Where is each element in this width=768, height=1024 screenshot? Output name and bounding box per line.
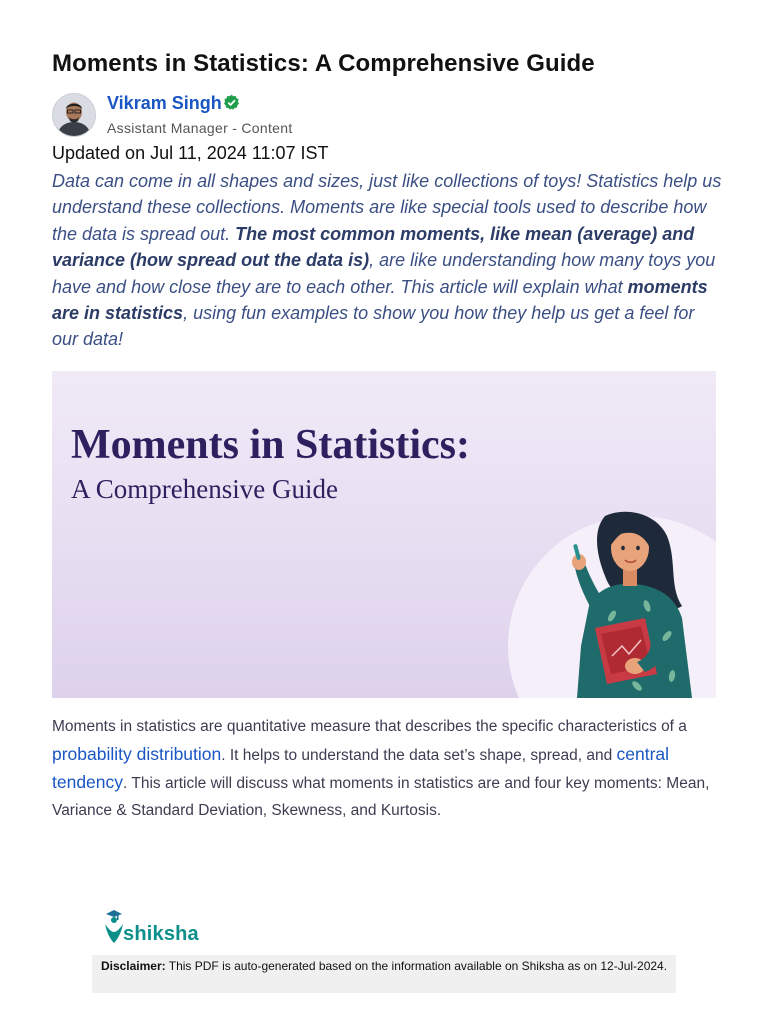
intro-bold-1: The most common moments, like mean (average) and variance (how spread out the data is) (52, 223, 695, 271)
intro-text-3: , using fun examples to show you how they help us get a feel for our data! (52, 303, 695, 350)
woman-with-book-illustration (517, 506, 716, 698)
banner-subtitle: A Comprehensive Guide (71, 474, 338, 504)
probability-distribution-link[interactable]: probability distribution (52, 743, 222, 764)
author-avatar[interactable] (52, 93, 96, 137)
verified-badge-icon (223, 94, 240, 116)
disclaimer-label: Disclaimer: (100, 959, 166, 973)
author-name-link[interactable] (107, 93, 240, 116)
disclaimer-text: This PDF is auto-generated based on the information available on Shiksha as on 12-Jul-2024. (165, 959, 668, 973)
banner-title: Moments in Statistics: (71, 422, 470, 468)
intro-text-1: Data can come in all shapes and sizes, just like collections of toys! Statistics help us understand these collections. Moments are like special tools used to describe how the data is spread out. (52, 171, 722, 244)
body-paragraph (52, 714, 722, 824)
intro-bold-2: moments are in statistics (52, 276, 708, 324)
updated-timestamp: Updated on Jul 11, 2024 11:07 IST (52, 143, 329, 163)
shiksha-logo-text: shiksha (123, 923, 199, 945)
author-name[interactable]: Vikram Singh (107, 93, 222, 113)
shiksha-logo[interactable] (102, 906, 212, 946)
body-text-3: . This article will discuss what moments in statistics are and four key moments: Mean, Variance & Standard Deviation, Skewness, and Kurtosis. (52, 775, 710, 819)
body-text-2: . It helps to understand the data set’s shape, spread, and (221, 746, 617, 764)
article-title: Moments in Statistics: A Comprehensive Guide (52, 50, 595, 77)
body-text-1: Moments in statistics are quantitative measure that describes the specific characteristics of a (52, 718, 687, 735)
banner-image (52, 371, 716, 698)
author-role: Assistant Manager - Content (107, 120, 293, 136)
central-tendency-link[interactable]: central tendency (52, 743, 670, 792)
intro-text-2: , are like understanding how many toys you have and how close they are to each other. This article will explain what (52, 250, 716, 297)
disclaimer-box (92, 955, 676, 993)
intro-paragraph (52, 168, 722, 353)
